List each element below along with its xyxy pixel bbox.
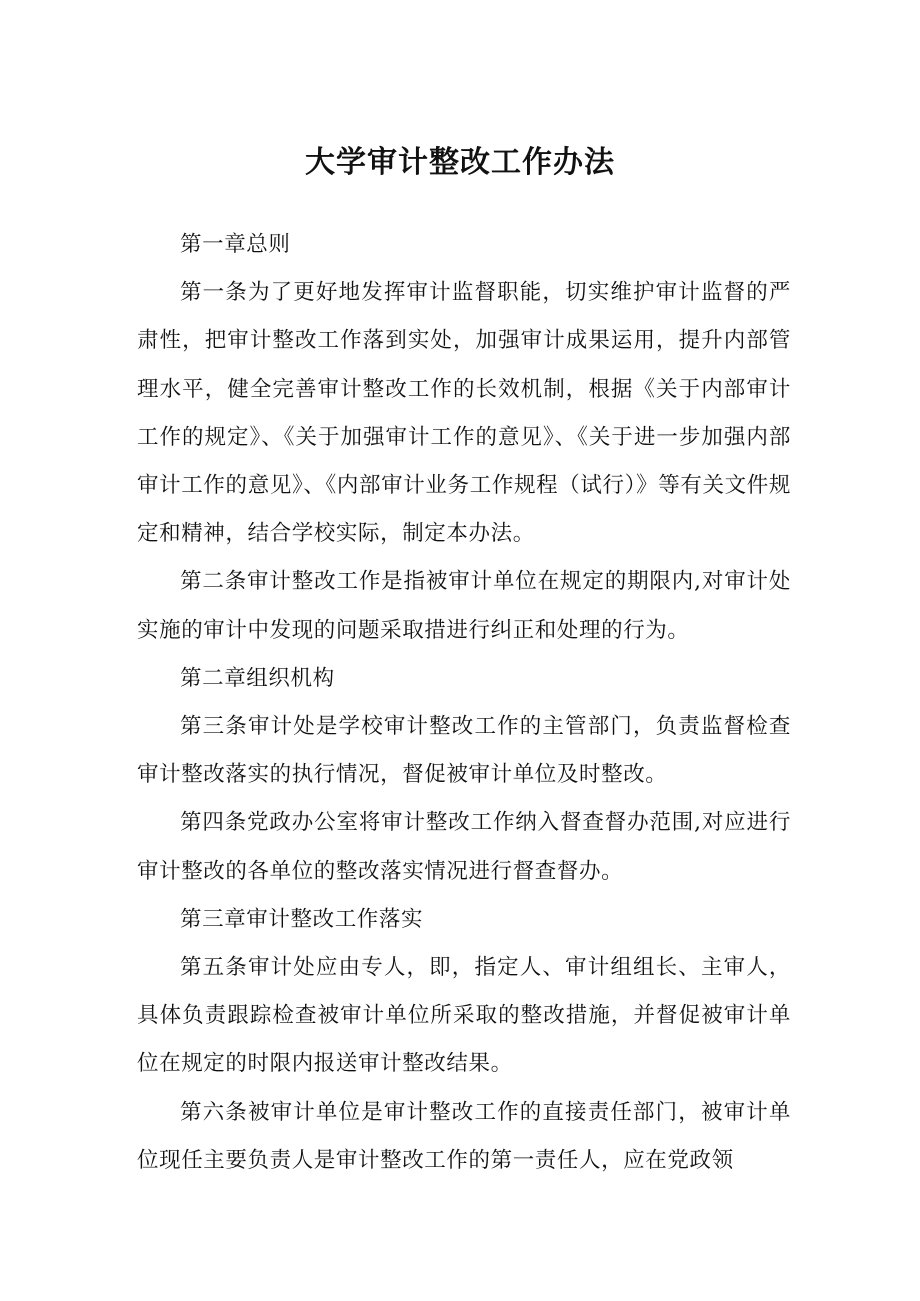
article-paragraph: 第二条审计整改工作是指被审计单位在规定的期限内,对审计处实施的审计中发现的问题采取措进行纠正和处理的行为。 xyxy=(137,569,791,643)
article-paragraph: 第六条被审计单位是审计整改工作的直接责任部门，被审计单位现任主要负责人是审计整改工作的第一责任人，应在党政领 xyxy=(137,1099,791,1173)
article-paragraph: 第四条党政办公室将审计整改工作纳入督查督办范围,对应进行审计整改的各单位的整改落实情况进行督查督办。 xyxy=(137,810,791,884)
article-paragraph: 第三条审计处是学校审计整改工作的主管部门，负责监督检查审计整改落实的执行情况，督促被审计单位及时整改。 xyxy=(137,714,791,788)
article-paragraph: 第一条为了更好地发挥审计监督职能，切实维护审计监督的严肃性，把审计整改工作落到实处，加强审计成果运用，提升内部管理水平，健全完善审计整改工作的长效机制，根据《关于内部审计工作的规定》、《关于加强审计工作的意见》、《关于进一步加强内部审计工作的意见》、《内部审计业务工作规程（试行）》等有关文件规定和精神，结合学校实际，制定本办法。 xyxy=(137,280,791,547)
document-body xyxy=(137,221,791,1185)
chapter-heading: 第二章组织机构 xyxy=(180,665,335,691)
article-paragraph: 第五条审计处应由专人，即，指定人、审计组组长、主审人，具体负责跟踪检查被审计单位所采取的整改措施，并督促被审计单位在规定的时限内报送审计整改结果。 xyxy=(137,955,791,1077)
chapter-heading: 第三章审计整改工作落实 xyxy=(180,906,424,932)
chapter-heading: 第一章总则 xyxy=(180,232,291,257)
document-title: 大学审计整改工作办法 xyxy=(305,145,615,180)
